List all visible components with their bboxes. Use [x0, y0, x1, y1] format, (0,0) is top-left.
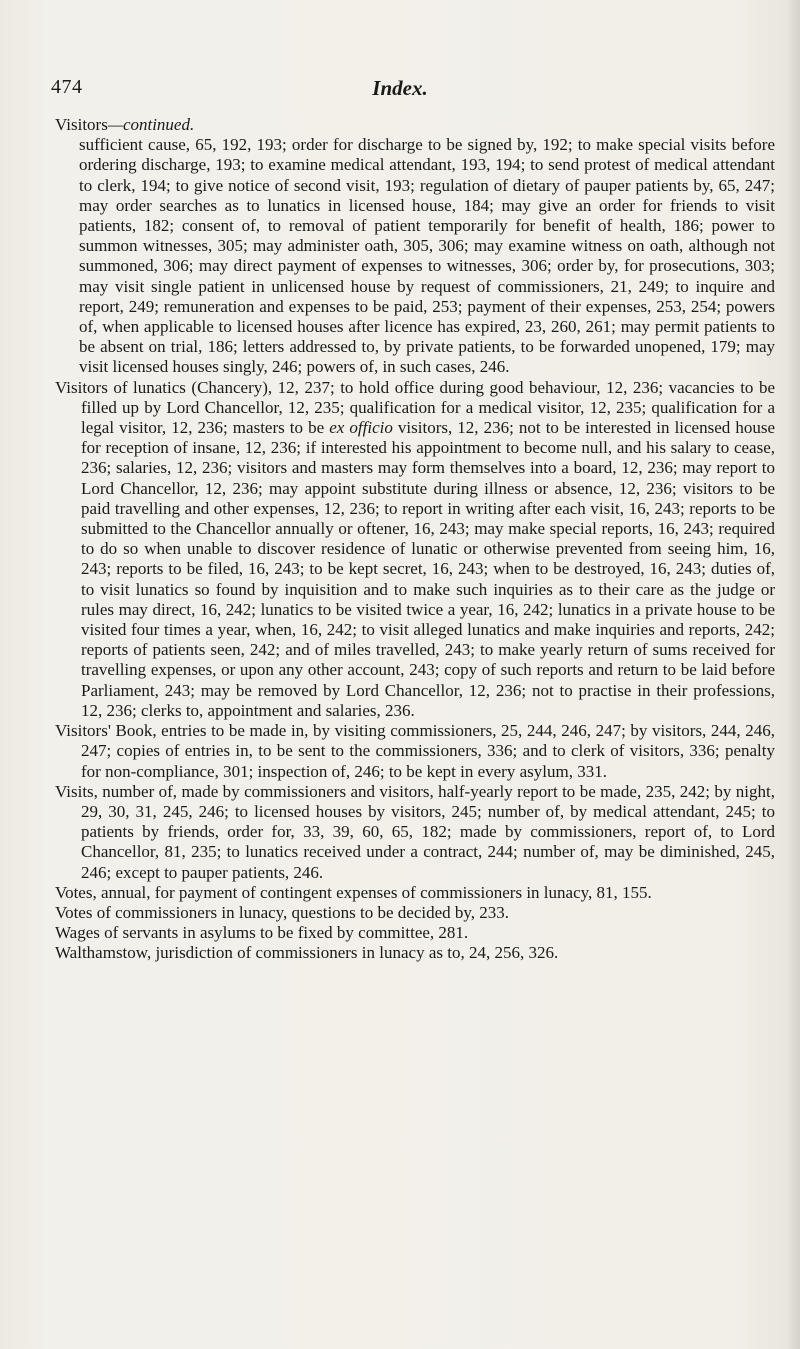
index-entry-text: Visits, number of, made by commissioners and visitors, half-yearly report to be made, 235, 242; by night, 29, 30, 31, 245, 246; to licensed houses by visitors, 245; number of, by medical attendant, 245; to patients by friends, order for, 33, 39, 60, 65, 182; made by commissioners, report of, to Lord Chancellor, 81, 235; to lunatics received under a contract, 244; number of, may be diminished, 245, 246; except to pauper patients, 246. — [55, 781, 775, 882]
index-body — [55, 115, 775, 964]
index-entry-visits — [55, 782, 775, 883]
index-entry-italic-term: ex officio — [329, 418, 393, 438]
index-entry-visitors-book — [55, 721, 775, 782]
index-entry-text: Visitors' Book, entries to be made in, by visiting commissioners, 25, 244, 246, 247; by visitors, 244, 246, 247; copies of entries in, to be sent to the commissioners, 336; and to clerk of visitors, 336; penalty for non-compliance, 301; inspection of, 246; to be kept in every asylum, 331. — [55, 721, 775, 781]
index-entry-walthamstow — [55, 943, 775, 963]
index-entry-text: Votes of commissioners in lunacy, questions to be decided by, 233. — [55, 902, 510, 922]
page-edge-shadow — [786, 0, 800, 1349]
index-entry-text-part: Visitors of lunatics (Chancery), 12, 237; to hold office during good behaviour, 12, 236; vacancies to be filled up by Lord Chancellor, 12, 235; qualification for a medical visitor, 12, 235; qualification for a legal visitor, 12, 236; masters to be — [55, 377, 775, 438]
page-header — [51, 76, 749, 106]
index-entry-wages — [55, 923, 775, 943]
index-entry-text: Votes, annual, for payment of contingent expenses of commissioners in lunacy, 81, 155. — [55, 882, 652, 902]
index-entry-votes-annual — [55, 883, 775, 903]
index-entry-text-part: visitors, 12, 236; not to be interested in licensed house for reception of insane, 12, 236; if interested his appointment to become null, and his salary to cease, 236; salaries, 12, 236; visitors and masters may form themselves into a board, 12, 236; may report to Lord Chancellor, 12, 236; may appoint substitute during illness or absence, 12, 236; visitors to be paid travelling and other expenses, 12, 236; to report in writing after each visit, 16, 243; reports to be submitted to the Chancellor annually or oftener, 16, 243; may make special reports, 16, 243; required to do so when unable to discover residence of lunatic or otherwise prevented from seeing him, 16, 243; reports to be filed, 16, 243; to be kept secret, 16, 243; when to be destroyed, 16, 243; duties of, to visit lunatics so found by inquisition and to make such inquiries as to their care as the judge or rules may direct, 16, 242; lunatics to be visited twice a year, 16, 242; lunatics in a private house to be visited four times a year, when, 16, 242; to visit alleged lunatics and make inquiries and reports, 242; reports of patients seen, 242; and of miles travelled, 243; to make yearly return of sums received for travelling expenses, or upon any other account, 243; copy of such reports and return to be laid before Parliament, 243; may be removed by Lord Chancellor, 12, 236; not to practise in their professions, 12, 236; clerks to, appointment and salaries, 236. — [81, 418, 775, 720]
continued-heading-word: Visitors — [55, 115, 108, 134]
index-entry-votes-of-commissioners — [55, 903, 775, 923]
index-entry-visitors-continued — [55, 115, 775, 378]
index-entry-text: Wages of servants in asylums to be fixed by committee, 281. — [55, 923, 469, 943]
page-number: 474 — [51, 76, 83, 98]
continued-heading — [55, 115, 775, 135]
running-title: Index. — [372, 76, 428, 100]
index-entry-text: Walthamstow, jurisdiction of commissioners in lunacy as to, 24, 256, 326. — [55, 943, 559, 963]
index-entry-text: sufficient cause, 65, 192, 193; order for discharge to be signed by, 192; to make special visits before ordering discharge, 193; to examine medical attendant, 193, 194; to send protest of medical attendant to clerk, 194; to give notice of second visit, 193; regulation of dietary of pauper patients by, 65, 247; may order searches as to lunatics in licensed house, 184; may give an order for friends to visit patients, 182; consent of, to removal of patient temporarily for benefit of health, 186; power to summon witnesses, 305; may administer oath, 305, 306; may examine witness on oath, although not summoned, 306; may direct payment of expenses to witnesses, 306; order by, for prosecutions, 303; may visit single patient in unlicensed house by request of commissioners, 21, 249; to inquire and report, 249; remuneration and expenses to be paid, 253; payment of their expenses, 253, 254; powers of, when applicable to licensed houses after licence has expired, 23, 260, 261; may permit patients to be absent on trial, 186; letters addressed to, by private patients, to be forwarded unopened, 179; may visit licensed houses singly, 246; powers of, in such cases, 246. — [79, 135, 775, 377]
continued-tag: —continued. — [107, 115, 195, 134]
index-entry-visitors-of-lunatics — [55, 378, 775, 721]
